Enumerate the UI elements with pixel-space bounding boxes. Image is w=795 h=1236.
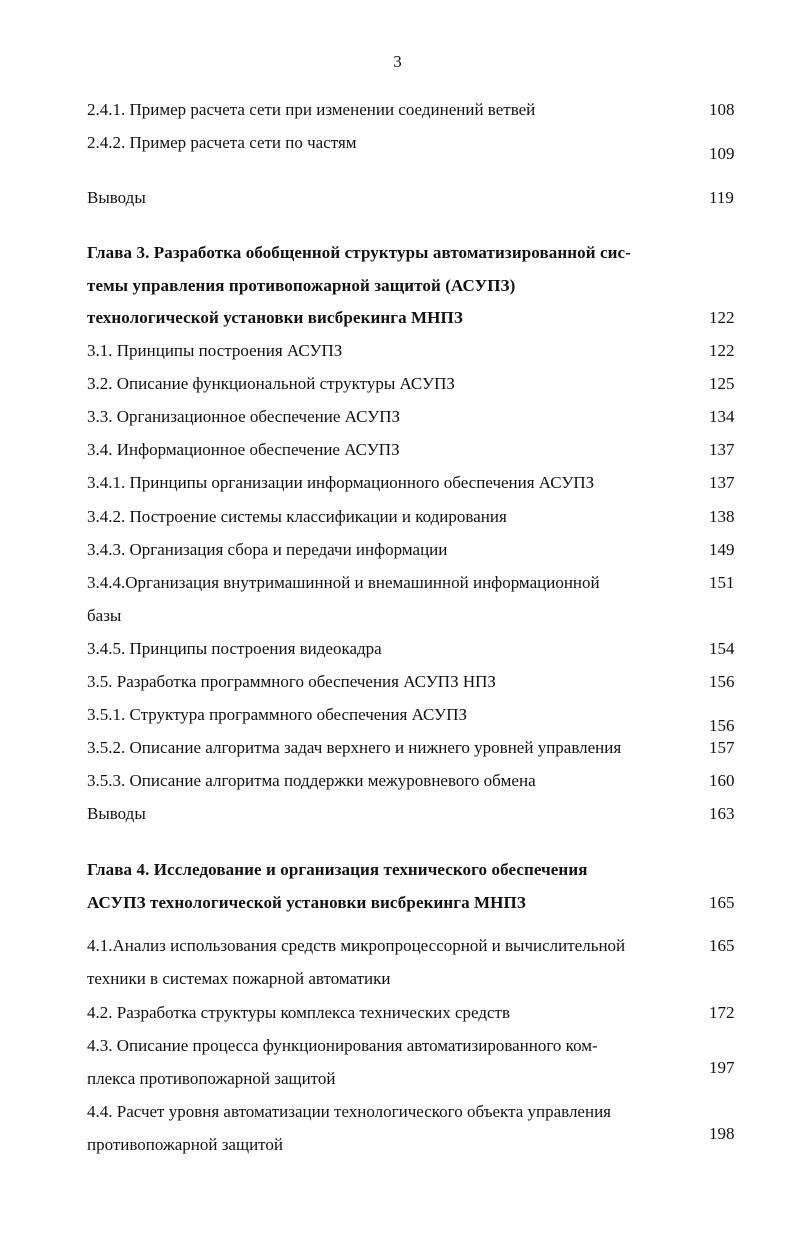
toc-entry-page: 151 [709,573,735,592]
toc-entry-title: 3.5. Разработка программного обеспечения АСУПЗ НПЗ [87,672,496,691]
toc-entry-title: 4.1.Анализ использования средств микропроцессорной и вычислительной [87,936,626,955]
toc-entry-page: 122 [709,308,735,327]
toc-entry-page: 156 [709,672,735,691]
toc-entry-page: 165 [709,893,735,912]
toc-entry-page: 109 [709,144,735,163]
toc-entry-page: 138 [709,507,735,526]
chapter-heading-line: АСУПЗ технологической установки висбрекинга МНПЗ [87,893,526,912]
toc-entry-title: Выводы [87,188,146,207]
toc-entry-title: Выводы [87,804,146,823]
chapter-heading-line: темы управления противопожарной защитой (АСУПЗ) [87,276,516,295]
toc-entry-title-continued: техники в системах пожарной автоматики [87,969,391,988]
toc-entry-page: 198 [709,1124,735,1143]
toc-entry-title: 3.4.2. Построение системы классификации и кодирования [87,507,507,526]
chapter-heading-line: Глава 4. Исследование и организация технического обеспечения [87,860,588,879]
toc-entry-title-continued: базы [87,606,122,625]
toc-entry-title: 3.3. Организационное обеспечение АСУПЗ [87,407,401,426]
toc-entry-page: 154 [709,639,735,658]
toc-entry-title: 3.4. Информационное обеспечение АСУПЗ [87,440,400,459]
toc-entry-page: 163 [709,804,735,823]
toc-entry-page: 149 [709,540,735,559]
toc-entry-title: 4.3. Описание процесса функционирования автоматизированного ком- [87,1036,598,1055]
toc-entry-title: 3.4.1. Принципы организации информационного обеспечения АСУПЗ [87,473,595,492]
toc-entry-title: 3.5.2. Описание алгоритма задач верхнего и нижнего уровней управления [87,738,622,757]
toc-entry-page: 172 [709,1003,735,1022]
toc-entry-page: 157 [709,738,735,757]
toc-entry-page: 156 [709,716,735,735]
toc-entry-title: 3.4.4.Организация внутримашинной и внемашинной информационной [87,573,600,592]
toc-entry-page: 134 [709,407,735,426]
toc-entry-page: 137 [709,473,735,492]
toc-entry-page: 119 [709,188,734,207]
toc-entry-title: 3.4.3. Организация сбора и передачи информации [87,540,448,559]
toc-entry-title-continued: противопожарной защитой [87,1135,283,1154]
toc-entry-title: 2.4.2. Пример расчета сети по частям [87,133,357,152]
toc-entry-title: 3.5.3. Описание алгоритма поддержки межуровневого обмена [87,771,536,790]
toc-entry-title: 3.2. Описание функциональной структуры АСУПЗ [87,374,455,393]
chapter-heading-line: Глава 3. Разработка обобщенной структуры автоматизированной сис- [87,243,631,262]
toc-entry-page: 160 [709,771,735,790]
toc-entry-title: 4.2. Разработка структуры комплекса технических средств [87,1003,511,1022]
toc-entry-page: 137 [709,440,735,459]
page-number: 3 [393,52,402,71]
toc-entry-page: 165 [709,936,735,955]
toc-entry-page: 122 [709,341,735,360]
toc-entry-page: 197 [709,1058,735,1077]
toc-entry-title: 2.4.1. Пример расчета сети при изменении соединений ветвей [87,100,536,119]
toc-entry-page: 108 [709,100,735,119]
chapter-heading-line: технологической установки висбрекинга МНПЗ [87,308,463,327]
toc-entry-title: 3.5.1. Структура программного обеспечения АСУПЗ [87,705,467,724]
toc-entry-title: 3.4.5. Принципы построения видеокадра [87,639,382,658]
toc-entry-title: 3.1. Принципы построения АСУПЗ [87,341,343,360]
toc-entry-title: 4.4. Расчет уровня автоматизации технологического объекта управления [87,1102,611,1121]
toc-entry-page: 125 [709,374,735,393]
toc-entry-title-continued: плекса противопожарной защитой [87,1069,336,1088]
